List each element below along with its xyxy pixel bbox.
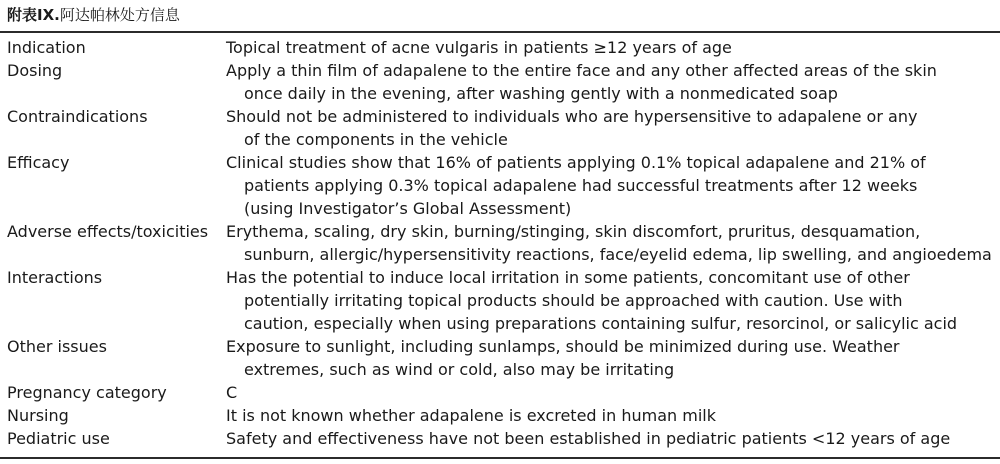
row-value: [226, 59, 997, 105]
row-value: [226, 151, 997, 220]
value-line: Should not be administered to individuals who are hypersensitive to adapalene or any: [226, 107, 918, 126]
value-line: (using Investigator’s Global Assessment): [244, 199, 572, 218]
row-value: [226, 105, 997, 151]
table-row: [7, 36, 997, 59]
value-line: patients applying 0.3% topical adapalene had successful treatments after 12 weeks: [244, 176, 918, 195]
table-row: [7, 381, 997, 404]
row-label: Efficacy: [7, 153, 70, 172]
value-line: Topical treatment of acne vulgaris in patients ≥12 years of age: [226, 38, 732, 57]
value-line: caution, especially when using preparations containing sulfur, resorcinol, or salicylic acid: [244, 314, 958, 333]
table-row: [7, 335, 997, 381]
table-row: [7, 404, 997, 427]
row-value: [226, 220, 997, 266]
prescribing-info-table: [7, 36, 997, 450]
value-line: Safety and effectiveness have not been established in pediatric patients <12 years of age: [226, 429, 951, 448]
table-row: [7, 59, 997, 105]
value-line: extremes, such as wind or cold, also may be irritating: [244, 360, 675, 379]
value-line: sunburn, allergic/hypersensitivity reactions, face/eyelid edema, lip swelling, and angioedema: [244, 245, 992, 264]
table-row: [7, 220, 997, 266]
row-value: [226, 427, 997, 450]
row-value: [226, 266, 997, 335]
table-row: [7, 151, 997, 220]
row-label: Other issues: [7, 337, 107, 356]
row-label: Contraindications: [7, 107, 148, 126]
row-label: Adverse effects/toxicities: [7, 222, 209, 241]
table-row: [7, 266, 997, 335]
value-line: Exposure to sunlight, including sunlamps, should be minimized during use. Weather: [226, 337, 900, 356]
bottom-rule: [0, 457, 1000, 459]
value-line: Clinical studies show that 16% of patients applying 0.1% topical adapalene and 21% of: [226, 153, 926, 172]
row-label: Dosing: [7, 61, 63, 80]
value-line: potentially irritating topical products should be approached with caution. Use with: [244, 291, 903, 310]
value-line: Erythema, scaling, dry skin, burning/stinging, skin discomfort, pruritus, desquamation,: [226, 222, 921, 241]
row-label: Interactions: [7, 268, 103, 287]
table-caption: [7, 3, 180, 27]
row-label: Pregnancy category: [7, 383, 167, 402]
value-line: C: [226, 383, 238, 402]
table-row: [7, 427, 997, 450]
caption-title: 阿达帕林处方信息: [59, 6, 180, 24]
top-rule: [0, 31, 1000, 33]
value-line: once daily in the evening, after washing gently with a nonmedicated soap: [244, 84, 838, 103]
value-line: It is not known whether adapalene is excreted in human milk: [226, 406, 716, 425]
table-row: [7, 105, 997, 151]
value-line: Has the potential to induce local irritation in some patients, concomitant use of other: [226, 268, 910, 287]
value-line: Apply a thin film of adapalene to the entire face and any other affected areas of the skin: [226, 61, 937, 80]
row-value: [226, 335, 997, 381]
row-value: [226, 381, 997, 404]
row-label: Pediatric use: [7, 429, 110, 448]
caption-prefix: 附表IX.: [7, 6, 60, 24]
row-value: [226, 404, 997, 427]
row-value: [226, 36, 997, 59]
row-label: Indication: [7, 38, 86, 57]
row-label: Nursing: [7, 406, 69, 425]
value-line: of the components in the vehicle: [244, 130, 508, 149]
